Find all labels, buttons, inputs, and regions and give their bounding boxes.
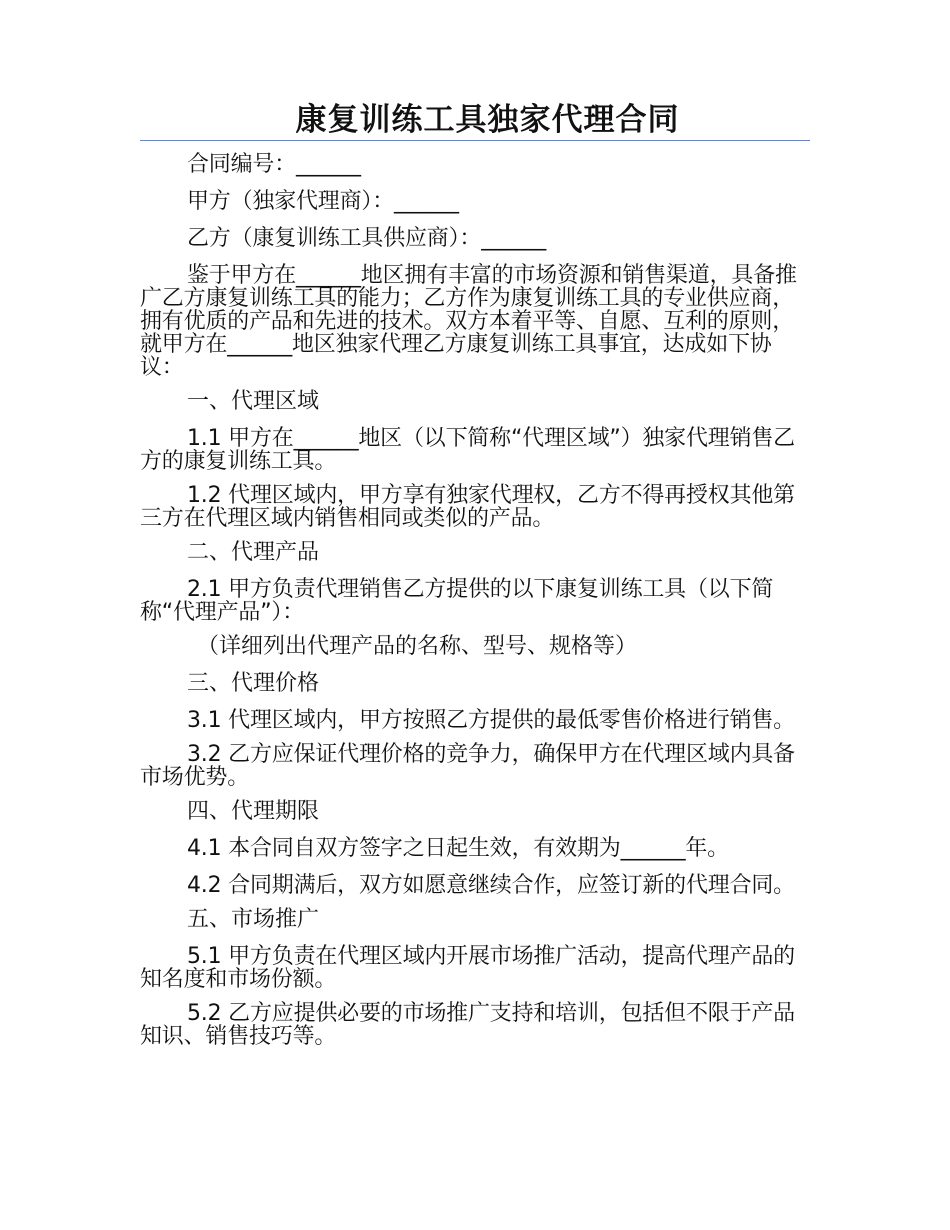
party-b-line: 乙方（康复训练工具供应商）：______ — [187, 226, 547, 251]
section-heading: 三、代理价格 — [187, 671, 320, 696]
clause-paragraph: 1.2 代理区域内，甲方享有独家代理权，乙方不得再授权其他第三方在代理区域内销售相同或类似的产品。 — [140, 483, 795, 531]
clause-paragraph: 3.1 代理区域内，甲方按照乙方提供的最低零售价格进行销售。 — [187, 708, 795, 733]
contract-title: 康复训练工具独家代理合同 — [295, 102, 680, 138]
clause-paragraph: 4.2 合同期满后，双方如愿意继续合作，应签订新的代理合同。 — [187, 873, 795, 898]
clause-paragraph: 5.1 甲方负责在代理区域内开展市场推广活动，提高代理产品的知名度和市场份额。 — [140, 944, 795, 992]
clause-paragraph: 2.1 甲方负责代理销售乙方提供的以下康复训练工具（以下简称“代理产品”）： — [140, 577, 774, 625]
contract-page — [140, 100, 810, 1059]
section-heading: 四、代理期限 — [187, 799, 320, 824]
preamble-paragraph: 鉴于甲方在______地区拥有丰富的市场资源和销售渠道，具备推广乙方康复训练工具的能力；乙方作为康复训练工具的专业供应商，拥有优质的产品和先进的技术。双方本着平等、自愿、互利的原则，就甲方在______地区独家代理乙方康复训练工具事宜，达成如下协议： — [140, 263, 797, 380]
clause-paragraph: 4.1 本合同自双方签字之日起生效，有效期为______年。 — [187, 836, 729, 861]
section-heading: 一、代理区域 — [187, 389, 320, 414]
clause-paragraph: 5.2 乙方应提供必要的市场推广支持和培训，包括但不限于产品知识、销售技巧等。 — [140, 1001, 795, 1049]
contract-number-line: 合同编号：______ — [187, 152, 361, 177]
product-list-note: （详细列出代理产品的名称、型号、规格等） — [197, 634, 638, 659]
section-heading: 五、市场推广 — [187, 907, 320, 932]
party-a-line: 甲方（独家代理商）：______ — [187, 189, 459, 214]
title-underline — [140, 140, 810, 141]
clause-paragraph: 3.2 乙方应保证代理价格的竞争力，确保甲方在代理区域内具备市场优势。 — [140, 742, 795, 790]
section-heading: 二、代理产品 — [187, 540, 320, 565]
clause-paragraph: 1.1 甲方在______地区（以下简称“代理区域”）独家代理销售乙方的康复训练工具。 — [140, 426, 795, 474]
